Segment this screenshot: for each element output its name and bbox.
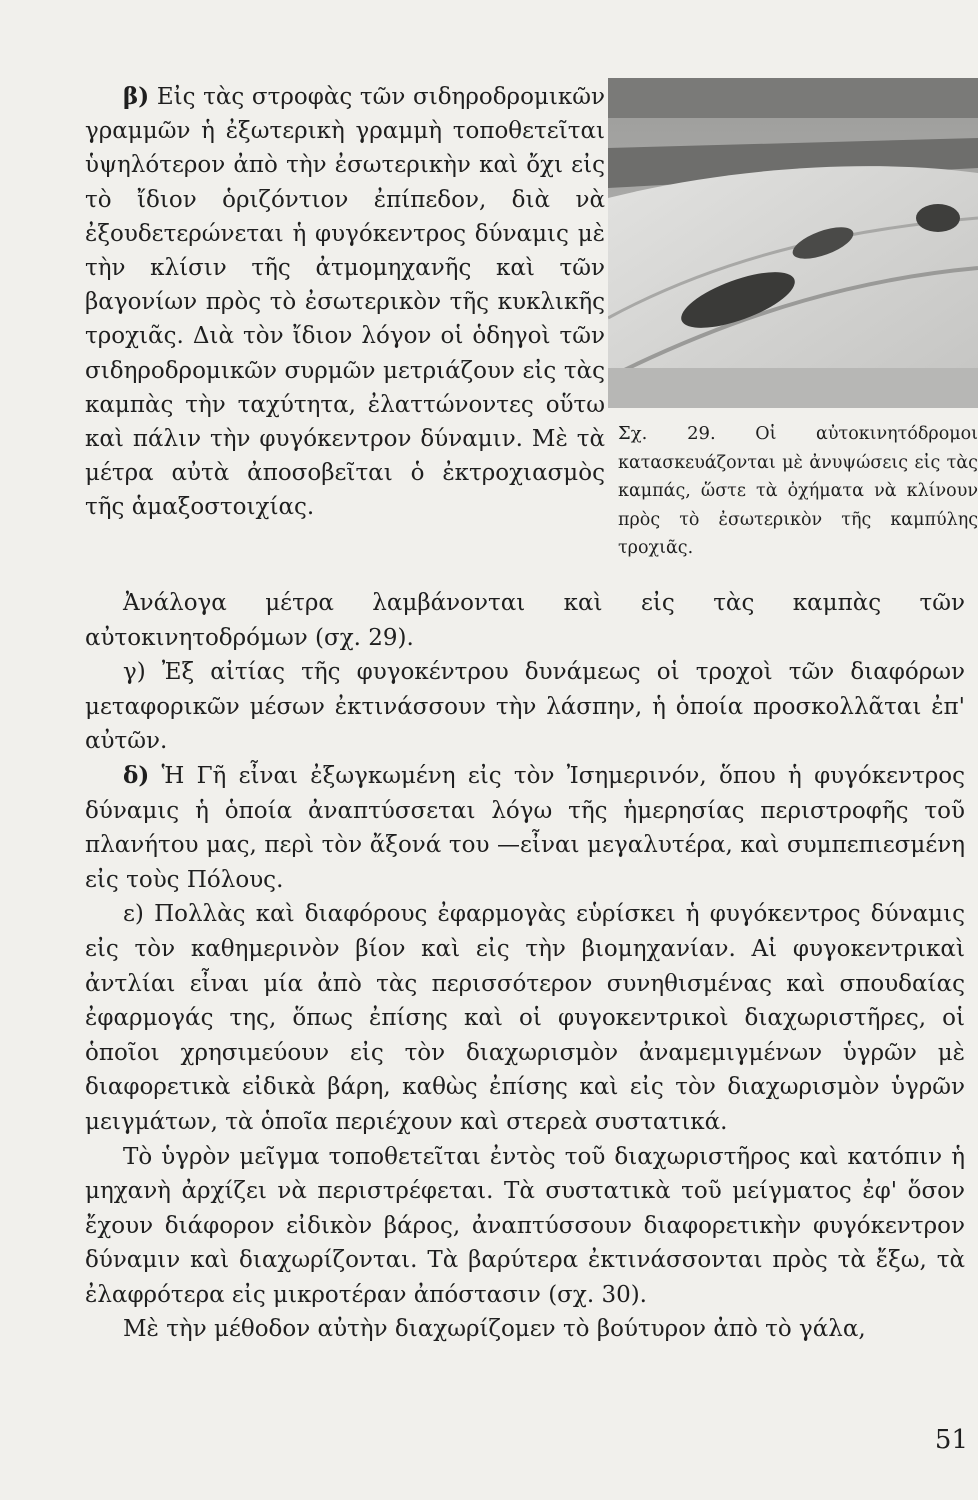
highway-curve-photo bbox=[608, 78, 978, 408]
section-c-marker: γ) bbox=[123, 659, 146, 686]
figure-caption-text: Οἱ αὐτοκινητόδρομοι κατασκευάζονται μὲ ἀνυψώσεις εἰς τὰς καμπάς, ὥστε τὰ ὀχήματα νὰ κλίνουν πρὸς τὸ ἐσωτερικὸν τῆς καμπύλης τροχιᾶς. bbox=[618, 424, 978, 558]
page-number: 51 bbox=[934, 1425, 968, 1455]
mixture-paragraph: Τὸ ὑγρὸν μεῖγμα τοποθετεῖται ἐντὸς τοῦ διαχωριστῆρος καὶ κατόπιν ἡ μηχανὴ ἀρχίζει νὰ περιστρέφεται. Τὰ συστατικὰ τοῦ μείγματος ἐφ' ὅσον ἔχουν διάφορον εἰδικὸν βάρος, ἀναπτύσσουν διαφορετικὴν φυγόκεντρον δύναμιν καὶ διαχωρίζονται. Τὰ βαρύτερα ἐκτινάσσονται πρὸς τὰ ἔξω, τὰ ἐλαφρότερα εἰς μικροτέραν ἀπόστασιν (σχ. 30). bbox=[85, 1143, 965, 1308]
section-e-paragraph bbox=[85, 897, 965, 1139]
butter-paragraph: Μὲ τὴν μέθοδον αὐτὴν διαχωρίζομεν τὸ βούτυρον ἀπὸ τὸ γάλα, bbox=[123, 1316, 866, 1343]
section-e-text: Πολλὰς καὶ διαφόρους ἐφαρμογὰς εὑρίσκει ἡ φυγόκεντρος δύναμις εἰς τὸν καθημερινὸν βίον καὶ εἰς τὴν βιομηχανίαν. Αἱ φυγοκεντρικαὶ ἀντλίαι εἶναι μία ἀπὸ τὰς περισσότερον συνηθισμένας καὶ σπουδαίας ἐφαρμογάς της, ὅπως ἐπίσης καὶ οἱ φυγοκεντρικοὶ διαχωριστῆρες, οἱ ὁποῖοι χρησιμεύουν εἰς τὸν διαχωρισμὸν ἀναμεμιγμένων ὑγρῶν μὲ διαφορετικὰ εἰδικὰ βάρη, καθὼς ἐπίσης καὶ εἰς τὸν διαχωρισμὸν ὑγρῶν μειγμάτων, τὰ ὁποῖα περιέχουν καὶ στερεὰ συστατικά. bbox=[85, 901, 966, 1135]
figure-number: Σχ. 29. bbox=[618, 423, 716, 444]
figure-caption bbox=[608, 420, 978, 563]
section-c-text: Ἐξ αἰτίας τῆς φυγοκέντρου δυνάμεως οἱ τροχοὶ τῶν διαφόρων μεταφορικῶν μέσων ἐκτινάσσουν τὴν λάσπην, ἡ ὁποία προσκολλᾶται ἐπ' αὐτῶν. bbox=[85, 659, 965, 755]
main-text bbox=[85, 586, 965, 1347]
figure-29 bbox=[608, 78, 978, 563]
section-b-marker: β) bbox=[123, 83, 150, 110]
section-d-text: Ἡ Γῆ εἶναι ἐξωγκωμένη εἰς τὸν Ἰσημερινόν, ὅπου ἡ φυγόκεντρος δύναμις ἡ ὁποία ἀναπτύσσεται λόγω τῆς ἡμερησίας περιστροφῆς τοῦ πλανήτου μας, περὶ τὸν ἄξονά του —εἶναι μεγαλυτέρα, καὶ συμπεπιεσμένη εἰς τοὺς Πόλους. bbox=[85, 762, 965, 893]
section-b-paragraph bbox=[85, 80, 605, 525]
section-d-paragraph bbox=[85, 759, 965, 897]
section-d-marker: δ) bbox=[123, 761, 150, 789]
section-e-marker: ε) bbox=[123, 901, 144, 928]
section-b-text: Εἰς τὰς στροφὰς τῶν σιδηροδρομικῶν γραμμῶν ἡ ἐξωτερικὴ γραμμὴ τοποθετεῖται ὑψηλότερον ἀπὸ τὴν ἐσωτερικὴν καὶ ὄχι εἰς τὸ ἴδιον ὁριζόντιον ἐπίπεδον, διὰ νὰ ἐξουδετερώνεται ἡ φυγόκεντρος δύναμις μὲ τὴν κλίσιν τῆς ἀτμομηχανῆς καὶ τῶν βαγονίων πρὸς τὸ ἐσωτερικὸν τῆς κυκλικῆς τροχιᾶς. Διὰ τὸν ἴδιον λόγον οἱ ὁδηγοὶ τῶν σιδηροδρομικῶν συρμῶν μετριάζουν εἰς τὰς καμπὰς τὴν ταχύτητα, ἐλαττώνοντες οὕτω καὶ πάλιν τὴν φυγόκεντρον δύναμιν. Μὲ τὰ μέτρα αὐτὰ ἀποσοβεῖται ὁ ἐκτροχιασμὸς τῆς ἁμαξοστοιχίας. bbox=[85, 84, 605, 521]
section-b bbox=[85, 80, 605, 525]
section-b-continuation: Ἀνάλογα μέτρα λαμβάνονται καὶ εἰς τὰς καμπὰς τῶν αὐτοκινητοδρόμων (σχ. 29). bbox=[85, 590, 965, 651]
section-c-paragraph bbox=[85, 655, 965, 759]
